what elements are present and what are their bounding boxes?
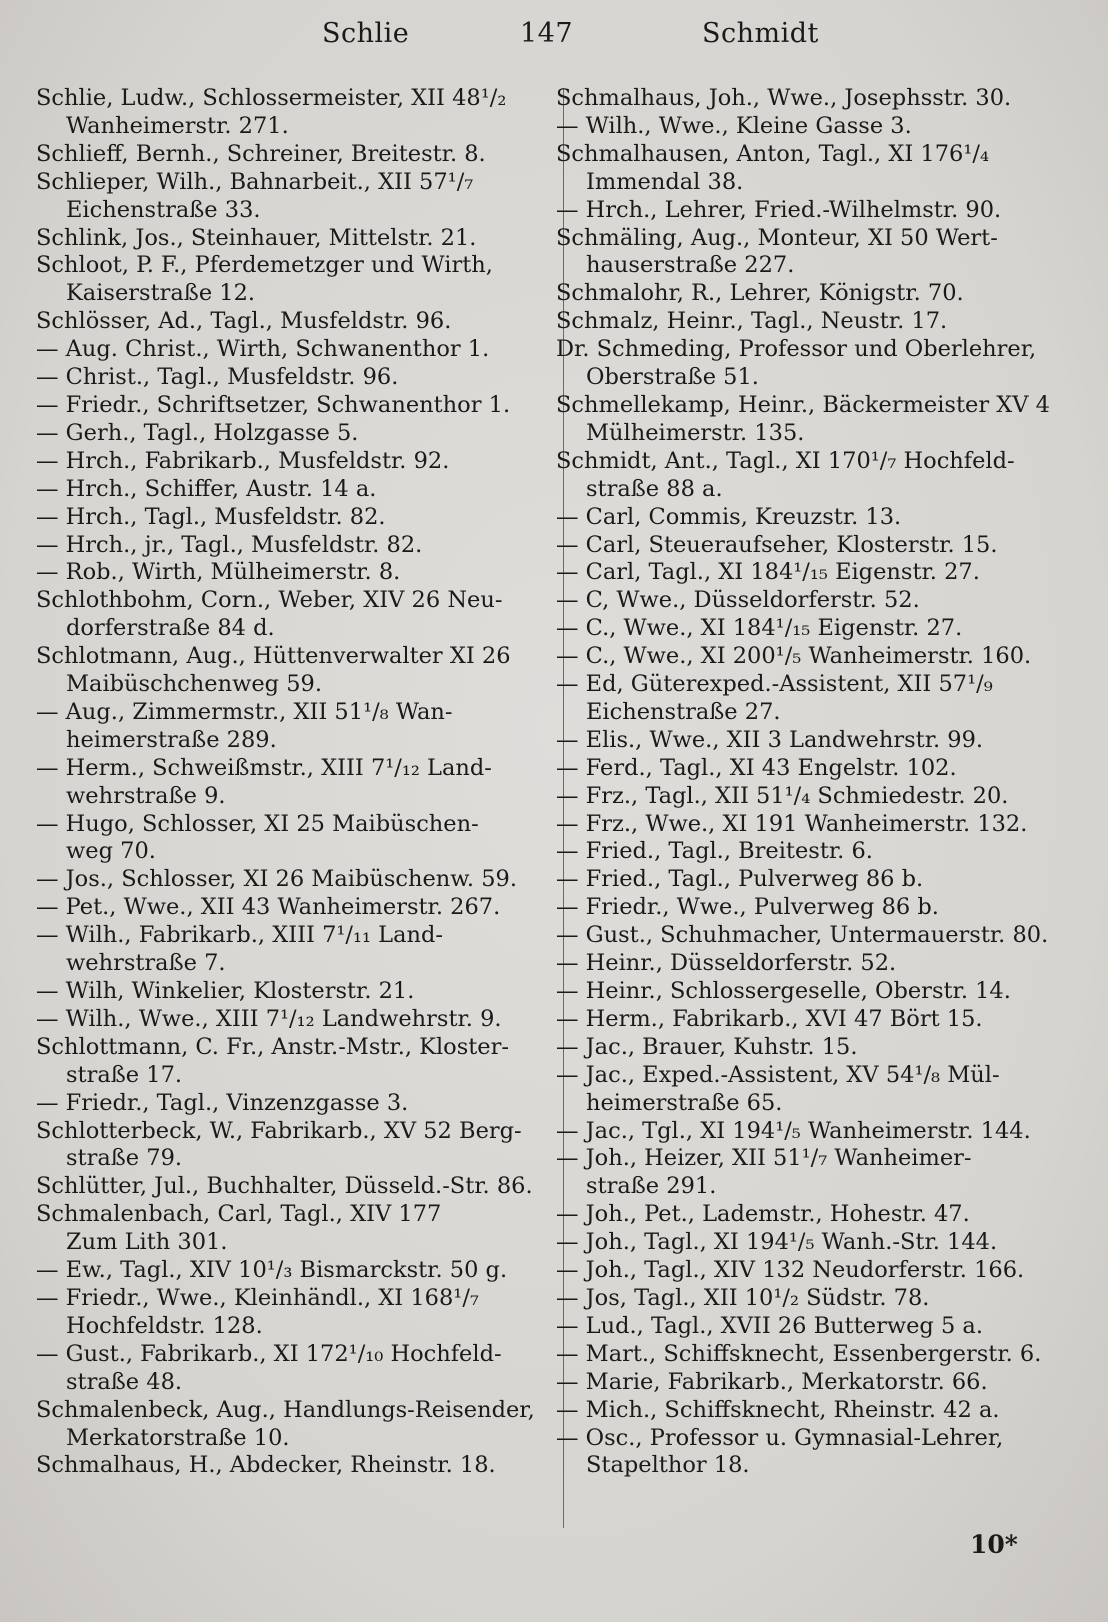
- entry-line: — Aug., Zimmermstr., XII 51¹/₈ Wan-: [36, 698, 453, 725]
- entry-line: — Hrch., Schiffer, Austr. 14 a.: [36, 475, 377, 502]
- entry-line: Schmalz, Heinr., Tagl., Neustr. 17.: [556, 308, 948, 335]
- entry-line: dorferstraße 84 d.: [66, 615, 275, 642]
- entry-line: — Carl, Tagl., XI 184¹/₁₅ Eigenstr. 27.: [556, 559, 980, 586]
- entry-line: Schmalhaus, Joh., Wwe., Josephsstr. 30.: [556, 85, 1012, 111]
- page-header: [0, 18, 1108, 58]
- entry-line: — Hrch., Fabrikarb., Musfeldstr. 92.: [36, 447, 450, 474]
- entry-line: Eichenstraße 33.: [66, 196, 261, 223]
- entry-line: — Carl, Steueraufseher, Klosterstr. 15.: [556, 531, 998, 558]
- entry-line: Schmalohr, R., Lehrer, Königstr. 70.: [556, 280, 964, 307]
- entry-line: Schmäling, Aug., Monteur, XI 50 Wert-: [556, 224, 998, 251]
- entry-line: Schmellekamp, Heinr., Bäckermeister XV 4: [556, 391, 1050, 418]
- entry-line: Immendal 38.: [586, 168, 744, 195]
- signature-mark: 10*: [970, 1530, 1018, 1559]
- entry-line: Hochfeldstr. 128.: [66, 1312, 263, 1339]
- entry-line: Merkatorstraße 10.: [66, 1424, 290, 1451]
- entry-line: — Aug. Christ., Wirth, Schwanenthor 1.: [36, 336, 490, 363]
- entry-line: weg 70.: [66, 838, 156, 865]
- entry-line: — Ew., Tagl., XIV 10¹/₃ Bismarckstr. 50 g.: [36, 1257, 508, 1284]
- entry-line: — Christ., Tagl., Musfeldstr. 96.: [36, 364, 399, 391]
- entry-line: — Gerh., Tagl., Holzgasse 5.: [36, 419, 359, 446]
- entry-line: straße 17.: [66, 1061, 183, 1088]
- entry-line: Schlütter, Jul., Buchhalter, Düsseld.-Str. 86.: [36, 1173, 533, 1200]
- entry-line: — Joh., Tagl., XIV 132 Neudorferstr. 166.: [556, 1257, 1025, 1284]
- entry-line: — Wilh., Wwe., Kleine Gasse 3.: [556, 112, 912, 139]
- entry-line: — Jac., Tgl., XI 194¹/₅ Wanheimerstr. 144.: [556, 1117, 1031, 1144]
- entry-line: — Herm., Schweißmstr., XIII 7¹/₁₂ Land-: [36, 754, 492, 781]
- entry-line: Schmalhausen, Anton, Tagl., XI 176¹/₄: [556, 140, 989, 167]
- page-number: 147: [520, 18, 574, 49]
- entry-line: Schmalenbeck, Aug., Handlungs-Reisender,: [36, 1396, 535, 1423]
- entry-line: — Friedr., Wwe., Pulverweg 86 b.: [556, 894, 939, 921]
- right-column: [556, 85, 1084, 1480]
- entry-line: — Frz., Wwe., XI 191 Wanheimerstr. 132.: [556, 810, 1028, 837]
- entry-line: hauserstraße 227.: [586, 252, 795, 279]
- entry-line: Schlotterbeck, W., Fabrikarb., XV 52 Berg-: [36, 1117, 522, 1144]
- entry-line: — Ferd., Tagl., XI 43 Engelstr. 102.: [556, 754, 957, 781]
- entry-line: Schlotmann, Aug., Hüttenverwalter XI 26: [36, 643, 511, 670]
- entry-line: Schlieff, Bernh., Schreiner, Breitestr. 8.: [36, 140, 486, 167]
- entry-line: Eichenstraße 27.: [586, 698, 781, 725]
- entry-line: — Wilh., Fabrikarb., XIII 7¹/₁₁ Land-: [36, 922, 444, 949]
- entry-line: — Wilh, Winkelier, Klosterstr. 21.: [36, 978, 415, 1004]
- entry-line: Dr. Schmeding, Professor und Oberlehrer,: [556, 336, 1037, 363]
- entry-line: — Friedr., Tagl., Vinzenzgasse 3.: [36, 1089, 409, 1116]
- entry-line: Schlink, Jos., Steinhauer, Mittelstr. 21.: [36, 224, 477, 251]
- entry-line: — Jac., Exped.-Assistent, XV 54¹/₈ Mül-: [556, 1061, 1000, 1088]
- entry-line: — C., Wwe., XI 200¹/₅ Wanheimerstr. 160.: [556, 643, 1032, 670]
- left-column: [36, 85, 556, 1480]
- entry-line: — Carl, Commis, Kreuzstr. 13.: [556, 503, 902, 530]
- entry-line: — Jac., Brauer, Kuhstr. 15.: [556, 1033, 858, 1060]
- entry-line: Kaiserstraße 12.: [66, 280, 256, 307]
- entry-line: — Jos, Tagl., XII 10¹/₂ Südstr. 78.: [556, 1284, 930, 1311]
- entry-line: — Rob., Wirth, Mülheimerstr. 8.: [36, 559, 401, 586]
- entry-line: Stapelthor 18.: [586, 1452, 750, 1479]
- entry-line: — Fried., Tagl., Pulverweg 86 b.: [556, 866, 924, 893]
- entry-line: — Fried., Tagl., Breitestr. 6.: [556, 838, 873, 865]
- entry-line: — Friedr., Schriftsetzer, Schwanenthor 1.: [36, 391, 511, 418]
- entry-line: — C., Wwe., XI 184¹/₁₅ Eigenstr. 27.: [556, 615, 963, 642]
- entry-line: Schmalhaus, H., Abdecker, Rheinstr. 18.: [36, 1452, 496, 1479]
- entry-line: Schlottmann, C. Fr., Anstr.-Mstr., Kloster-: [36, 1033, 509, 1060]
- entry-line: wehrstraße 9.: [66, 782, 226, 809]
- entry-line: straße 291.: [586, 1173, 717, 1200]
- entry-line: — Mart., Schiffsknecht, Essenbergerstr. 6.: [556, 1340, 1042, 1367]
- entry-line: — Mich., Schiffsknecht, Rheinstr. 42 a.: [556, 1396, 1000, 1423]
- entry-line: — Heinr., Schlossergeselle, Oberstr. 14.: [556, 978, 1011, 1004]
- entry-line: Schlieper, Wilh., Bahnarbeit., XII 57¹/₇: [36, 168, 474, 195]
- entry-line: — Hrch., jr., Tagl., Musfeldstr. 82.: [36, 531, 423, 558]
- entry-line: heimerstraße 65.: [586, 1089, 783, 1116]
- entry-line: — Lud., Tagl., XVII 26 Butterweg 5 a.: [556, 1312, 983, 1339]
- entry-line: Schloot, P. F., Pferdemetzger und Wirth,: [36, 252, 493, 279]
- entry-line: — Joh., Tagl., XI 194¹/₅ Wanh.-Str. 144.: [556, 1229, 998, 1256]
- entry-line: Schmidt, Ant., Tagl., XI 170¹/₇ Hochfeld-: [556, 447, 1015, 474]
- entry-line: — Friedr., Wwe., Kleinhändl., XI 168¹/₇: [36, 1284, 479, 1311]
- entry-line: Maibüschchenweg 59.: [66, 671, 322, 698]
- entry-line: — Heinr., Düsseldorferstr. 52.: [556, 950, 897, 977]
- entry-line: — Hrch., Lehrer, Fried.-Wilhelmstr. 90.: [556, 196, 1002, 223]
- entry-line: — Joh., Pet., Lademstr., Hohestr. 47.: [556, 1201, 970, 1228]
- entry-line: — Gust., Schuhmacher, Untermauerstr. 80.: [556, 922, 1049, 949]
- entry-line: — Hugo, Schlosser, XI 25 Maibüschen-: [36, 810, 479, 837]
- entry-line: Zum Lith 301.: [66, 1229, 228, 1256]
- entry-line: Oberstraße 51.: [586, 364, 759, 391]
- entry-line: straße 88 a.: [586, 475, 723, 502]
- entry-line: — Hrch., Tagl., Musfeldstr. 82.: [36, 503, 386, 530]
- entry-line: straße 48.: [66, 1368, 183, 1395]
- entry-line: — C, Wwe., Düsseldorferstr. 52.: [556, 587, 920, 614]
- entry-line: — Pet., Wwe., XII 43 Wanheimerstr. 267.: [36, 894, 501, 921]
- entry-line: — Ed, Güterexped.-Assistent, XII 57¹/₉: [556, 671, 993, 698]
- entry-line: — Osc., Professor u. Gymnasial-Lehrer,: [556, 1424, 1004, 1451]
- entry-line: wehrstraße 7.: [66, 950, 226, 977]
- entry-line: Schlösser, Ad., Tagl., Musfeldstr. 96.: [36, 308, 452, 335]
- entry-line: Mülheimerstr. 135.: [586, 419, 805, 446]
- entry-line: — Jos., Schlosser, XI 26 Maibüschenw. 59.: [36, 866, 517, 893]
- entry-line: — Elis., Wwe., XII 3 Landwehrstr. 99.: [556, 726, 984, 753]
- entry-line: — Marie, Fabrikarb., Merkatorstr. 66.: [556, 1368, 988, 1395]
- entry-line: Schmalenbach, Carl, Tagl., XIV 177: [36, 1201, 442, 1228]
- header-left-keyword: Schlie: [322, 18, 410, 49]
- entry-line: — Wilh., Wwe., XIII 7¹/₁₂ Landwehrstr. 9.: [36, 1005, 502, 1032]
- entry-line: Schlie, Ludw., Schlossermeister, XII 48¹/₂: [36, 85, 507, 111]
- entry-line: straße 79.: [66, 1145, 183, 1172]
- entry-line: Schlothbohm, Corn., Weber, XIV 26 Neu-: [36, 587, 503, 614]
- entry-line: — Herm., Fabrikarb., XVI 47 Bört 15.: [556, 1005, 983, 1032]
- entry-line: — Gust., Fabrikarb., XI 172¹/₁₀ Hochfeld-: [36, 1340, 502, 1367]
- entry-line: — Frz., Tagl., XII 51¹/₄ Schmiedestr. 20.: [556, 782, 1009, 809]
- entry-line: Wanheimerstr. 271.: [66, 112, 289, 139]
- entry-line: heimerstraße 289.: [66, 726, 277, 753]
- header-right-keyword: Schmidt: [702, 18, 819, 49]
- entry-line: — Joh., Heizer, XII 51¹/₇ Wanheimer-: [556, 1145, 972, 1172]
